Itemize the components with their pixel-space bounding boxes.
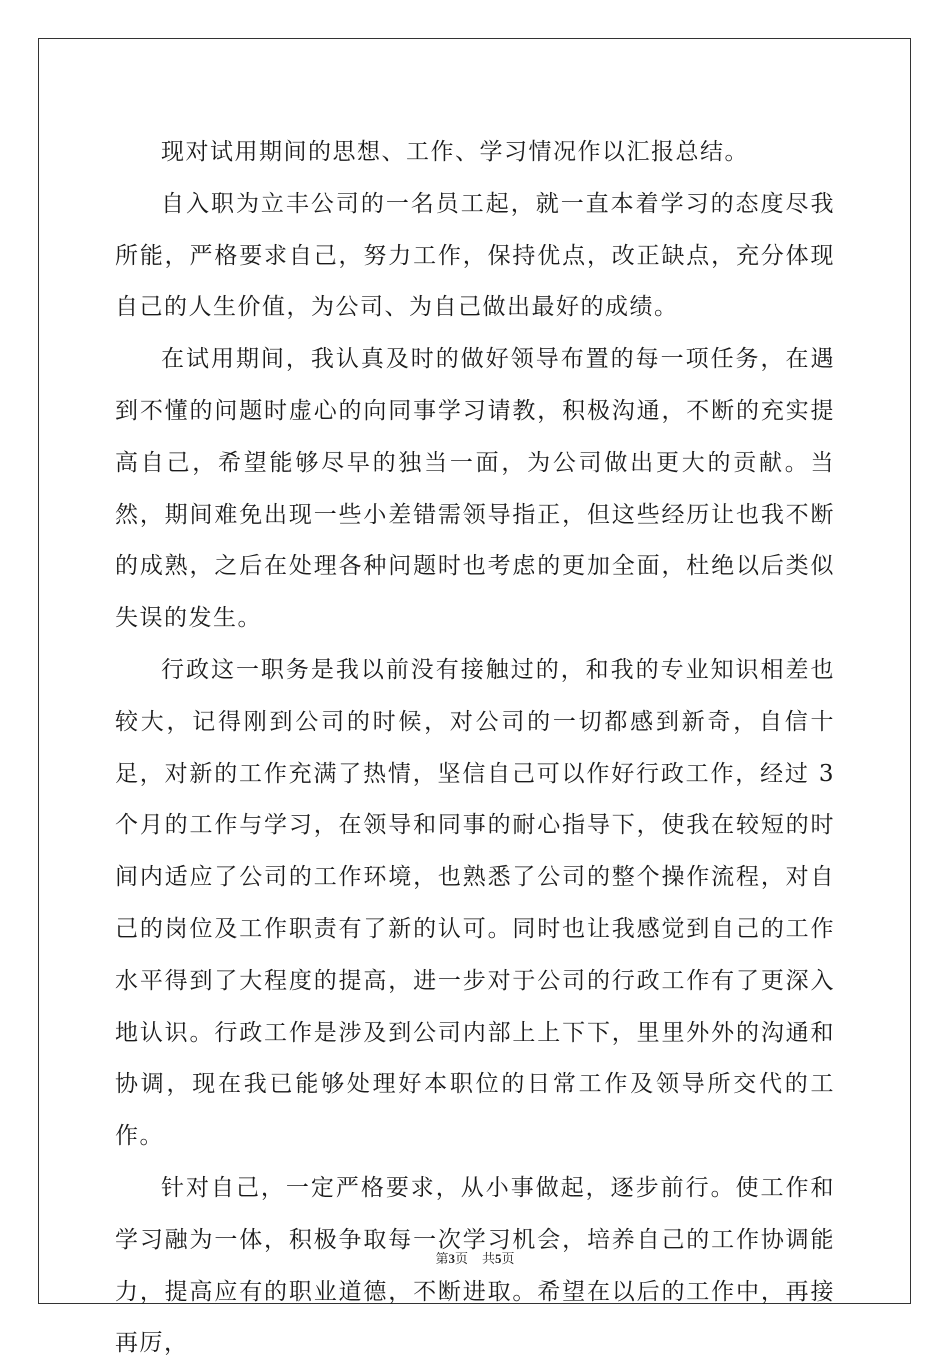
page-footer bbox=[0, 1248, 950, 1267]
total-prefix: 共 bbox=[482, 1252, 496, 1267]
paragraph-1: 现对试用期间的思想、工作、学习情况作以汇报总结。 bbox=[161, 139, 749, 165]
paragraph-2: 自入职为立丰公司的一名员工起，就一直本着学习的态度尽我所能，严格要求自己，努力工作，保持优点，改正缺点，充分体现自己的人生价值，为公司、为自己做出最好的成绩。 bbox=[115, 190, 835, 321]
page-total: 5 bbox=[495, 1251, 502, 1266]
paragraph-4: 行政这一职务是我以前没有接触过的，和我的专业知识相差也较大，记得刚到公司的时候，对公司的一切都感到新奇，自信十足，对新的工作充满了热情，坚信自己可以作好行政工作，经过 3 个月的工作与学习，在领导和同事的耐心指导下，使我在较短的时间内适应了公司的工作环境，也熟悉了公司的整个操作流程，对自己的岗位及工作职责有了新的认可。同时也让我感觉到自己的工作水平得到了大程度的提高，进一步对于公司的行政工作有了更深入地认识。行政工作是涉及到公司内部上上下下，里里外外的沟通和协调，现在我已能够处理好本职位的日常工作及领导所交代的工作。 bbox=[115, 656, 835, 1150]
page-prefix: 第 bbox=[435, 1252, 449, 1267]
total-suffix: 页 bbox=[501, 1252, 515, 1267]
document-body bbox=[115, 127, 835, 1370]
page-current: 3 bbox=[448, 1251, 455, 1266]
paragraph-5: 针对自己，一定严格要求，从小事做起，逐步前行。使工作和学习融为一体，积极争取每一次学习机会，培养自己的工作协调能力，提高应有的职业道德，不断进取。希望在以后的工作中，再接再厉， bbox=[115, 1174, 835, 1357]
page-suffix: 页 bbox=[454, 1252, 468, 1267]
paragraph-3: 在试用期间，我认真及时的做好领导布置的每一项任务，在遇到不懂的问题时虚心的向同事学习请教，积极沟通，不断的充实提高自己，希望能够尽早的独当一面，为公司做出更大的贡献。当然，期间难免出现一些小差错需领导指正，但这些经历让也我不断的成熟，之后在处理各种问题时也考虑的更加全面，杜绝以后类似失误的发生。 bbox=[115, 346, 835, 632]
